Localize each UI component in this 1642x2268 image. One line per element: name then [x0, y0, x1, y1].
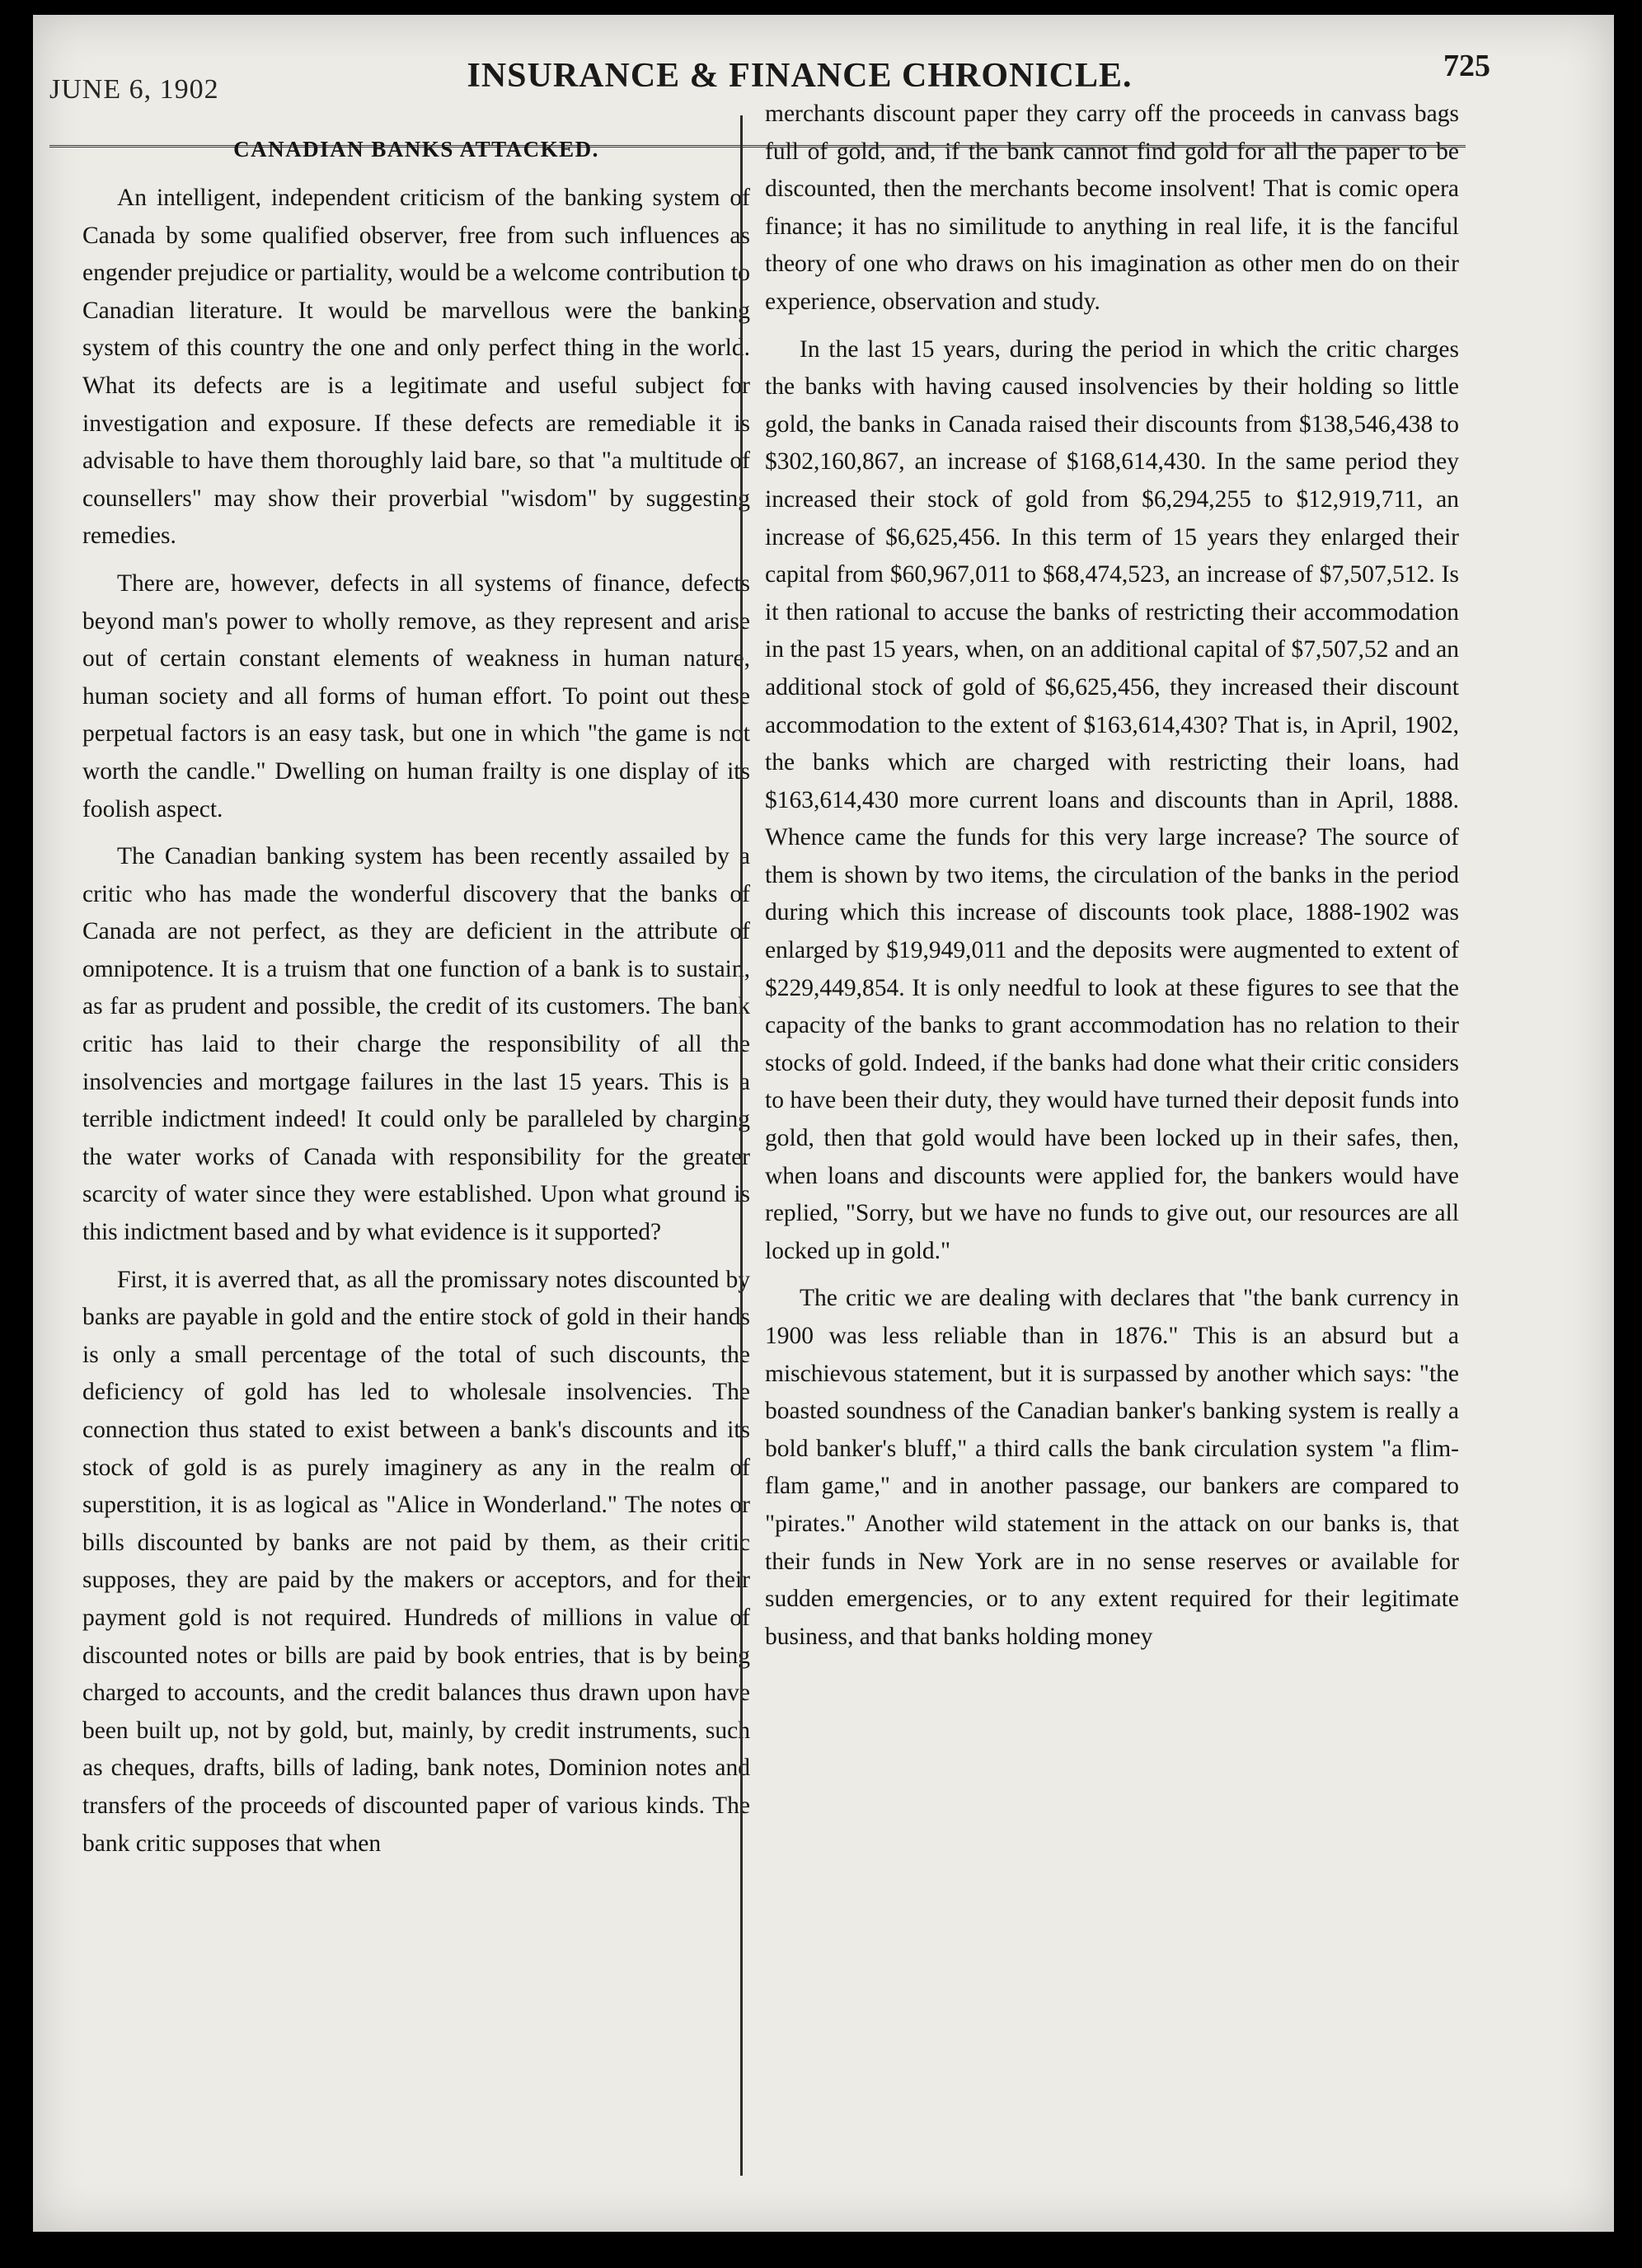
newspaper-page	[33, 15, 1614, 2232]
right-paragraph-2: In the last 15 years, during the period in which the critic charges the banks with having caused insolvencies by their holding so little gold, the banks in Canada raised their discounts from $138,546,438 to $302,160,867, an increase of $168,614,430. In the same period they increased their stock of gold from $6,294,255 to $12,919,711, an increase of $6,625,456. In this term of 15 years they enlarged their capital from $60,967,011 to $68,474,523, an increase of $7,507,512. Is it then rational to accuse the banks of restricting their accommodation in the past 15 years, when, on an additional capital of $7,507,52 and an additional stock of gold of $6,625,456, they increased their discount accommodation to the extent of $163,614,430? That is, in April, 1902, the banks which are charged with restricting their loans, had $163,614,430 more current loans and discounts than in April, 1888. Whence came the funds for this very large increase? The source of them is shown by two items, the circulation of the banks in the period during which this increase of discounts took place, 1888-1902 was enlarged by $19,949,011 and the deposits were augmented to extent of $229,449,854. It is only needful to look at these figures to see that the capacity of the banks to grant accommodation has no relation to their stocks of gold. Indeed, if the banks had done what their critic considers to have been their duty, they would have turned their deposit funds into gold, then that gold would have been locked up in their safes, then, when loans and discounts were applied for, the bankers would have replied, "Sorry, but we have no funds to give out, our resources are all locked up in gold."	[765, 335, 1459, 1264]
right-paragraph-3: The critic we are dealing with declares that "the bank currency in 1900 was less reliable than in 1876." This is an absurd but a mischievous statement, but it is surpassed by another which says: "the boasted soundness of the Canadian banker's banking system is really a bold banker's bluff," a third calls the bank circulation system "a flim-flam game," and in another passage, our bankers are compared to "pirates." Another wild statement in the attack on our banks is, that their funds in New York are in no sense reserves or available for sudden emergencies, or to any extent required for their legitimate business, and that banks holding money	[765, 1285, 1459, 1650]
publication-title: INSURANCE & FINANCE CHRONICLE.	[467, 57, 1133, 95]
left-paragraph-1: An intelligent, independent criticism of the banking system of Canada by some qualified observer, free from such influences as engender prejudice or partiality, would be a welcome contribution to Canadian literature. It would be marvellous were the banking system of this country the one and only perfect thing in the world. What its defects are is a legitimate and useful subject for investigation and exposure. If these defects are remediable it is advisable to have them thoroughly laid bare, so that "a multitude of counsellers" may show their proverbial "wisdom" by suggesting remedies.	[82, 185, 750, 550]
right-paragraph-1: merchants discount paper they carry off the proceeds in canvass bags full of gold, and, if the bank cannot find gold for all the paper to be discounted, then the merchants become insolvent! That is comic opera finance; it has no similitude to anything in real life, it is the fanciful theory of one who draws on his imagination as other men do on their experience, observation and study.	[765, 101, 1459, 315]
right-column	[765, 96, 1459, 1666]
issue-date: JUNE 6, 1902	[49, 74, 219, 105]
left-paragraph-3: The Canadian banking system has been recently assailed by a critic who has made the wonderful discovery that the banks of Canada are not perfect, as they are deficient in the attribute of omnipotence. It is a truism that one function of a bank is to sustain, as far as prudent and possible, the credit of its customers. The bank critic has laid to their charge the responsibility of all the insolvencies and mortgage failures in the last 15 years. This is a terrible indictment indeed! It could only be paralleled by charging the water works of Canada with responsibility for the greater scarcity of water since they were established. Upon what ground is this indictment based and by what evidence is it supported?	[82, 843, 750, 1246]
left-paragraph-4: First, it is averred that, as all the promissary notes discounted by banks are payable in gold and the entire stock of gold in their hands is only a small percentage of the total of such discounts, the deficiency of gold has led to wholesale insolvencies. The connection thus stated to exist between a bank's discounts and its stock of gold is as purely imaginery as any in the realm of superstition, it is as logical as "Alice in Wonderland." The notes or bills discounted by banks are not paid by them, as their critic supposes, they are paid by the makers or acceptors, and for their payment gold is not required. Hundreds of millions in value of discounted notes or bills are paid by book entries, that is by being charged to accounts, and the credit balances thus drawn upon have been built up, not by gold, but, mainly, by credit instruments, such as cheques, drafts, bills of lading, bank notes, Dominion notes and transfers of the proceeds of discounted paper of various kinds. The bank critic supposes that when	[82, 1266, 750, 1857]
page-number: 725	[1443, 49, 1490, 83]
article-heading: CANADIAN BANKS ATTACKED.	[233, 137, 599, 162]
left-paragraph-2: There are, however, defects in all systems of finance, defects beyond man's power to wholly remove, as they represent and arise out of certain constant elements of weakness in human nature, human society and all forms of human effort. To point out these perpetual factors is an easy task, but one in which "the game is not worth the candle." Dwelling on human frailty is one display of its foolish aspect.	[82, 569, 750, 822]
left-column	[82, 130, 750, 1872]
column-divider	[740, 115, 743, 2176]
